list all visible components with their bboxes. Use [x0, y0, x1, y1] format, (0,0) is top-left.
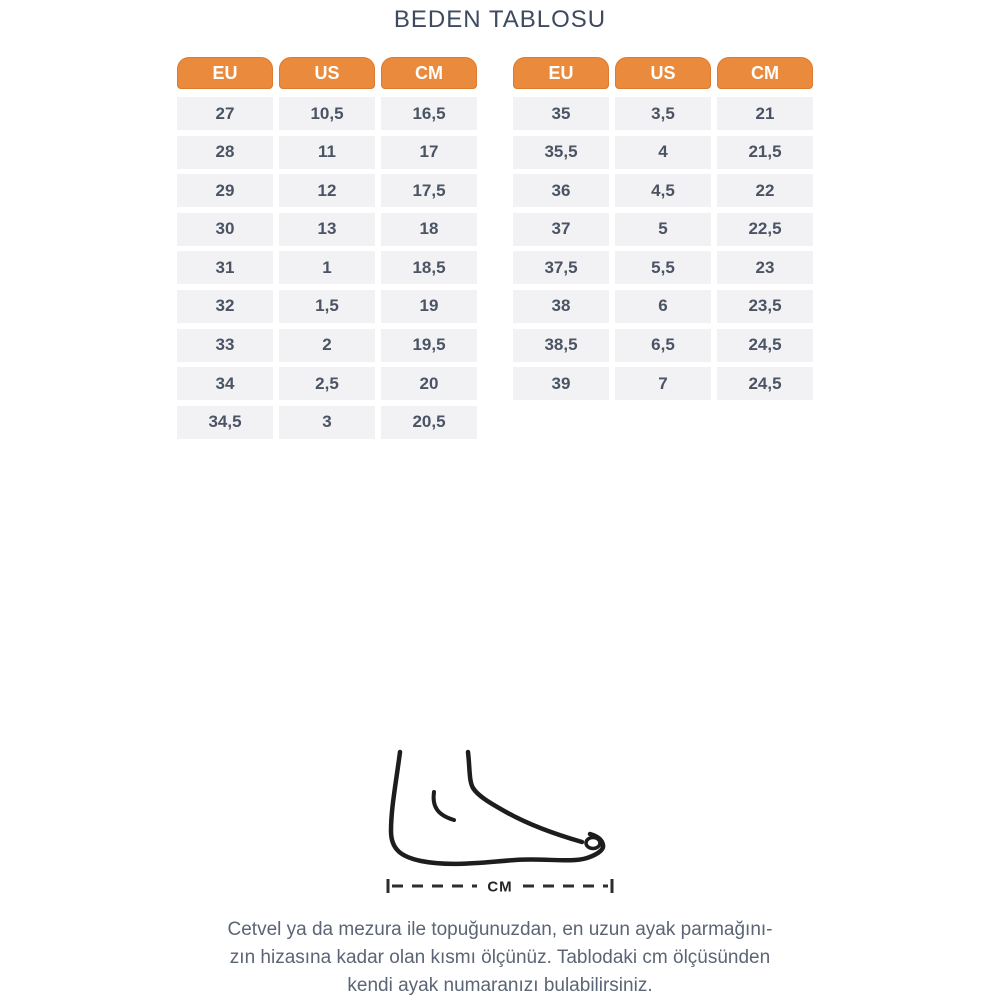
size-cell: 4,5: [615, 174, 711, 207]
size-cell: 11: [279, 136, 375, 169]
table-row: [513, 213, 813, 246]
table-row: [513, 251, 813, 284]
instruction-line: zın hizasına kadar olan kısmı ölçünüz. Tablodaki cm ölçüsünden: [229, 947, 771, 968]
size-cell: 20,5: [381, 406, 477, 439]
cm-measure-line: [385, 876, 615, 896]
measurement-instructions: [0, 916, 1000, 1000]
table-body: [513, 97, 813, 400]
size-cell: 23,5: [717, 290, 813, 323]
size-cell: 2: [279, 329, 375, 362]
size-cell: 23: [717, 251, 813, 284]
table-header-row: [177, 57, 477, 89]
table-row: [177, 290, 477, 323]
size-cell: 31: [177, 251, 273, 284]
size-cell: 34,5: [177, 406, 273, 439]
size-cell: 19,5: [381, 329, 477, 362]
table-row: [177, 367, 477, 400]
size-cell: 20: [381, 367, 477, 400]
size-cell: 18: [381, 213, 477, 246]
table-row: [177, 329, 477, 362]
size-cell: 30: [177, 213, 273, 246]
size-cell: 17: [381, 136, 477, 169]
table-header-row: [513, 57, 813, 89]
measure-unit-label: CM: [487, 878, 513, 896]
table-row: [177, 97, 477, 130]
table-row: [177, 213, 477, 246]
size-cell: 37,5: [513, 251, 609, 284]
size-cell: 32: [177, 290, 273, 323]
size-cell: 3,5: [615, 97, 711, 130]
size-cell: 3: [279, 406, 375, 439]
size-cell: 21,5: [717, 136, 813, 169]
column-header-us: US: [279, 57, 375, 89]
size-cell: 1: [279, 251, 375, 284]
size-cell: 27: [177, 97, 273, 130]
size-cell: 16,5: [381, 97, 477, 130]
table-row: [513, 290, 813, 323]
size-cell: 5,5: [615, 251, 711, 284]
page-title: BEDEN TABLOSU: [393, 6, 607, 33]
instruction-line: Cetvel ya da mezura ile topuğunuzdan, en uzun ayak parmağını-: [227, 919, 773, 940]
size-cell: 13: [279, 213, 375, 246]
size-cell: 22: [717, 174, 813, 207]
size-cell: 37: [513, 213, 609, 246]
column-header-cm: CM: [717, 57, 813, 89]
size-cell: 1,5: [279, 290, 375, 323]
size-cell: 17,5: [381, 174, 477, 207]
size-cell: 19: [381, 290, 477, 323]
instruction-line: kendi ayak numaranızı bulabilirsiniz.: [347, 975, 653, 996]
size-table-right: [513, 57, 813, 406]
size-cell: 21: [717, 97, 813, 130]
size-cell: 38,5: [513, 329, 609, 362]
size-cell: 34: [177, 367, 273, 400]
column-header-cm: CM: [381, 57, 477, 89]
size-cell: 4: [615, 136, 711, 169]
size-cell: 36: [513, 174, 609, 207]
size-cell: 12: [279, 174, 375, 207]
size-cell: 6,5: [615, 329, 711, 362]
size-cell: 29: [177, 174, 273, 207]
table-row: [177, 136, 477, 169]
size-cell: 10,5: [279, 97, 375, 130]
size-cell: 35: [513, 97, 609, 130]
table-row: [513, 367, 813, 400]
column-header-eu: EU: [177, 57, 273, 89]
size-cell: 28: [177, 136, 273, 169]
table-row: [513, 97, 813, 130]
size-cell: 24,5: [717, 367, 813, 400]
table-row: [177, 174, 477, 207]
table-row: [513, 174, 813, 207]
size-cell: 6: [615, 290, 711, 323]
size-table-left: [177, 57, 477, 444]
size-cell: 22,5: [717, 213, 813, 246]
size-cell: 38: [513, 290, 609, 323]
table-body: [177, 97, 477, 439]
size-cell: 5: [615, 213, 711, 246]
size-cell: 35,5: [513, 136, 609, 169]
table-row: [513, 136, 813, 169]
size-cell: 7: [615, 367, 711, 400]
size-cell: 18,5: [381, 251, 477, 284]
table-row: [177, 251, 477, 284]
foot-outline-icon: [375, 738, 625, 878]
table-row: [177, 406, 477, 439]
size-cell: 2,5: [279, 367, 375, 400]
column-header-us: US: [615, 57, 711, 89]
column-header-eu: EU: [513, 57, 609, 89]
table-row: [513, 329, 813, 362]
size-cell: 24,5: [717, 329, 813, 362]
size-cell: 33: [177, 329, 273, 362]
size-cell: 39: [513, 367, 609, 400]
